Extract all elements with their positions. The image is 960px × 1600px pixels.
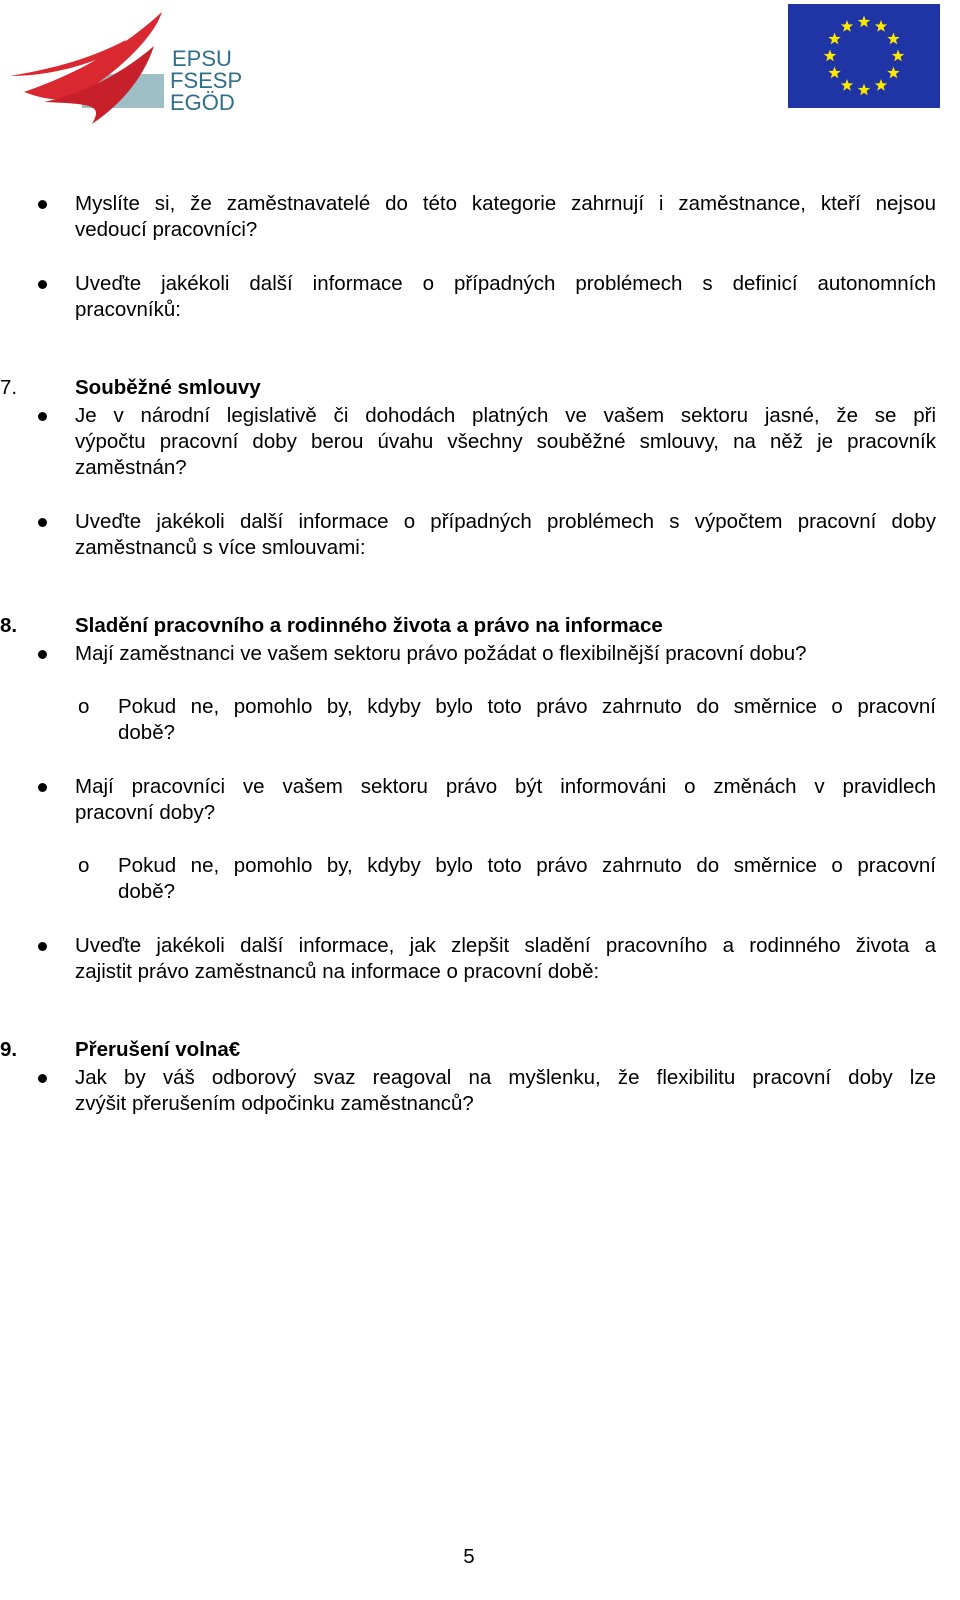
epsu-logo-line-2: FSESP xyxy=(170,68,243,93)
question-text: Uveďte jakékoli další informace o případných problémech s definicí autonomních xyxy=(75,272,936,295)
section-number: 9. xyxy=(0,1038,18,1061)
section-title: Sladění pracovního a rodinného života a právo na informace xyxy=(75,614,663,637)
section-number: 8. xyxy=(0,614,18,637)
epsu-logo-line-1: EPSU xyxy=(172,46,232,71)
question-text: Uveďte jakékoli další informace o případných problémech s výpočtem pracovní doby xyxy=(75,510,936,533)
question-text: pracovní doby? xyxy=(75,801,216,824)
question-text: Mají pracovníci ve vašem sektoru právo být informováni o změnách v pravidlech xyxy=(75,775,936,798)
question-text: výpočtu pracovní doby berou úvahu všechny souběžné smlouvy, na něž je pracovník xyxy=(75,430,936,453)
question-text: zaměstnán? xyxy=(75,456,187,479)
bullet-icon xyxy=(38,942,47,951)
bullet-icon xyxy=(38,1074,47,1083)
epsu-logo-line-3: EGÖD xyxy=(170,90,235,115)
sub-question-text: Pokud ne, pomohlo by, kdyby bylo toto právo zahrnuto do směrnice o pracovní xyxy=(118,695,936,718)
question-text: vedoucí pracovníci? xyxy=(75,218,258,241)
sub-question-text: době? xyxy=(118,880,176,903)
bullet-icon xyxy=(38,280,47,289)
sub-bullet-icon: o xyxy=(78,854,90,877)
sub-question-text: době? xyxy=(118,721,176,744)
question-text: Jak by váš odborový svaz reagoval na myšlenku, že flexibilitu pracovní doby lze xyxy=(75,1066,936,1089)
question-text: Mají zaměstnanci ve vašem sektoru právo požádat o flexibilnější pracovní dobu? xyxy=(75,642,807,665)
epsu-logo xyxy=(4,6,243,130)
question-text: pracovníků: xyxy=(75,298,181,321)
bullet-icon xyxy=(38,650,47,659)
question-text: zvýšit přerušením odpočinku zaměstnanců? xyxy=(75,1092,474,1115)
question-text: Uveďte jakékoli další informace, jak zlepšit sladění pracovního a rodinného života a xyxy=(75,934,936,957)
section-title: Souběžné smlouvy xyxy=(75,376,261,399)
sub-bullet-icon: o xyxy=(78,695,90,718)
page-number: 5 xyxy=(463,1545,475,1568)
eu-flag xyxy=(788,4,940,108)
sub-question-text: Pokud ne, pomohlo by, kdyby bylo toto právo zahrnuto do směrnice o pracovní xyxy=(118,854,936,877)
question-text: zajistit právo zaměstnanců na informace o pracovní době: xyxy=(75,960,600,983)
question-text: Myslíte si, že zaměstnavatelé do této kategorie zahrnují i zaměstnance, kteří nejsou xyxy=(75,192,936,215)
question-text: Je v národní legislativě či dohodách platných ve vašem sektoru jasné, že se při xyxy=(75,404,936,427)
bullet-icon xyxy=(38,518,47,527)
section-number: 7. xyxy=(0,376,18,399)
question-text: zaměstnanců s více smlouvami: xyxy=(75,536,366,559)
bullet-icon xyxy=(38,200,47,209)
section-title: Přerušení volna€ xyxy=(75,1038,241,1061)
bullet-icon xyxy=(38,412,47,421)
bullet-icon xyxy=(38,783,47,792)
